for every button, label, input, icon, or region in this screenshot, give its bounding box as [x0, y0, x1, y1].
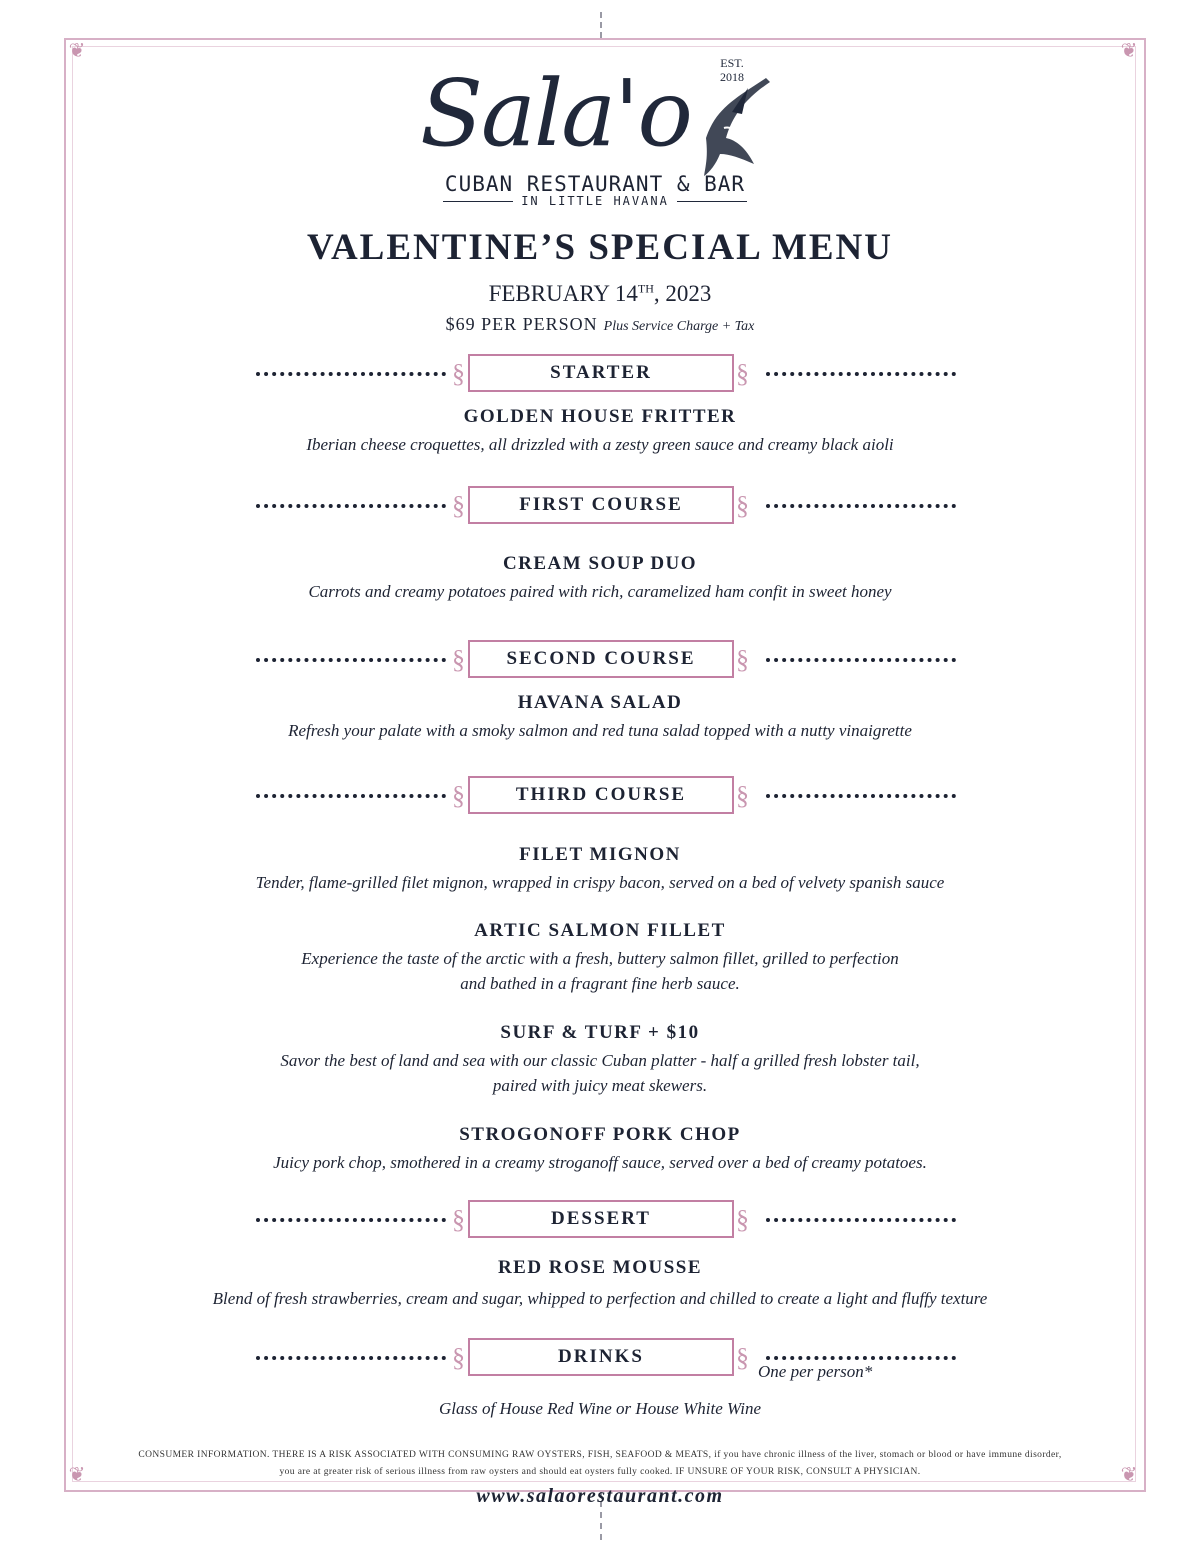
- dotted-divider: [256, 794, 446, 802]
- logo-tagline: CUBAN RESTAURANT & BAR: [444, 172, 746, 196]
- corner-flourish-icon: ❦: [1120, 40, 1138, 62]
- item-name: SURF & TURF + $10: [500, 1022, 700, 1043]
- section-header-third-course: [256, 774, 956, 818]
- drinks-note: One per person*: [758, 1362, 873, 1381]
- section-header-starter: [256, 352, 956, 396]
- item-description: Tender, flame-grilled filet mignon, wrapped in crispy bacon, served on a bed of velvety spanish sauce: [255, 873, 945, 892]
- scroll-flourish-icon: §: [736, 359, 749, 388]
- menu-price: [0, 314, 1200, 335]
- logo-est-year: 2018: [720, 70, 744, 84]
- price-note: Plus Service Charge + Tax: [603, 319, 755, 334]
- price-amount: $69 PER PERSON: [445, 314, 598, 334]
- logo-script: Sala'o: [420, 60, 691, 167]
- scroll-flourish-icon: §: [452, 491, 465, 520]
- scroll-flourish-icon: §: [736, 1343, 749, 1372]
- item-description: Iberian cheese croquettes, all drizzled with a zesty green sauce and creamy black aioli: [306, 435, 894, 454]
- corner-flourish-icon: ❦: [68, 1464, 86, 1486]
- scroll-flourish-icon: §: [452, 1343, 465, 1372]
- dotted-divider: [766, 1218, 956, 1226]
- restaurant-logo: [420, 54, 780, 214]
- scroll-flourish-icon: §: [452, 645, 465, 674]
- corner-flourish-icon: ❦: [1120, 1464, 1138, 1486]
- scroll-flourish-icon: §: [452, 781, 465, 810]
- scroll-flourish-icon: §: [736, 645, 749, 674]
- scroll-flourish-icon: §: [736, 1205, 749, 1234]
- dotted-divider: [256, 372, 446, 380]
- item-description: Blend of fresh strawberries, cream and sugar, whipped to perfection and chilled to create a light and fluffy texture: [212, 1289, 988, 1308]
- dotted-divider: [256, 504, 446, 512]
- section-title: DESSERT: [468, 1200, 734, 1238]
- section-header-dessert: [256, 1198, 956, 1242]
- disclaimer-line: you are at greater risk of serious illness from raw oysters and should eat oysters fully cooked. IF UNSURE OF YOUR RISK, CONSULT A PHYSICIAN.: [279, 1467, 921, 1477]
- scroll-flourish-icon: §: [452, 1205, 465, 1234]
- consumer-disclaimer: [90, 1447, 1110, 1481]
- item-description: Savor the best of land and sea with our classic Cuban platter - half a grilled fresh lobster tail,: [280, 1051, 920, 1070]
- page-title: VALENTINE’S SPECIAL MENU: [307, 227, 893, 268]
- item-description: Experience the taste of the arctic with a fresh, buttery salmon fillet, grilled to perfection: [301, 949, 899, 968]
- date-main: FEBRUARY 14: [488, 281, 638, 306]
- item-description-cont: paired with juicy meat skewers.: [492, 1076, 708, 1095]
- item-name: RED ROSE MOUSSE: [497, 1257, 703, 1278]
- date-suffix: TH: [637, 281, 654, 296]
- fold-line-top: [600, 12, 602, 38]
- swordfish-icon: [696, 68, 780, 178]
- logo-location: IN LITTLE HAVANA: [521, 194, 669, 208]
- menu-date: [0, 281, 1200, 307]
- section-title: STARTER: [468, 354, 734, 392]
- scroll-flourish-icon: §: [452, 359, 465, 388]
- item-name: ARTIC SALMON FILLET: [474, 920, 726, 941]
- dotted-divider: [766, 794, 956, 802]
- website-link[interactable]: www.salaorestaurant.com: [476, 1485, 724, 1507]
- item-description: Refresh your palate with a smoky salmon and red tuna salad topped with a nutty vinaigrette: [288, 721, 912, 740]
- dotted-divider: [766, 658, 956, 666]
- section-title: THIRD COURSE: [468, 776, 734, 814]
- disclaimer-line: CONSUMER INFORMATION. THERE IS A RISK ASSOCIATED WITH CONSUMING RAW OYSTERS, FISH, SEAFOOD & MEATS, if you have chronic illness of the liver, stomach or blood or have immune disorder,: [138, 1450, 1062, 1460]
- logo-subtagline: [430, 194, 760, 208]
- item-name: GOLDEN HOUSE FRITTER: [463, 406, 737, 427]
- dotted-divider: [766, 504, 956, 512]
- dotted-divider: [256, 1218, 446, 1226]
- section-title: SECOND COURSE: [468, 640, 734, 678]
- section-title: FIRST COURSE: [468, 486, 734, 524]
- item-description: Juicy pork chop, smothered in a creamy stroganoff sauce, served over a bed of creamy potatoes.: [273, 1153, 927, 1172]
- date-year: , 2023: [653, 281, 712, 306]
- scroll-flourish-icon: §: [736, 491, 749, 520]
- dotted-divider: [256, 1356, 446, 1364]
- section-header-second-course: [256, 638, 956, 682]
- item-name: CREAM SOUP DUO: [502, 553, 698, 574]
- item-description-cont: and bathed in a fragrant fine herb sauce.: [460, 974, 740, 993]
- item-name: HAVANA SALAD: [517, 692, 683, 713]
- logo-est-label: EST.: [720, 56, 744, 70]
- dotted-divider: [256, 658, 446, 666]
- item-name: FILET MIGNON: [519, 844, 681, 865]
- dotted-divider: [766, 372, 956, 380]
- item-name: STROGONOFF PORK CHOP: [459, 1124, 741, 1145]
- section-title: DRINKS: [468, 1338, 734, 1376]
- scroll-flourish-icon: §: [736, 781, 749, 810]
- section-header-first-course: [256, 484, 956, 528]
- item-description: Carrots and creamy potatoes paired with rich, caramelized ham confit in sweet honey: [308, 582, 892, 601]
- corner-flourish-icon: ❦: [68, 40, 86, 62]
- item-description: Glass of House Red Wine or House White Wine: [438, 1399, 761, 1418]
